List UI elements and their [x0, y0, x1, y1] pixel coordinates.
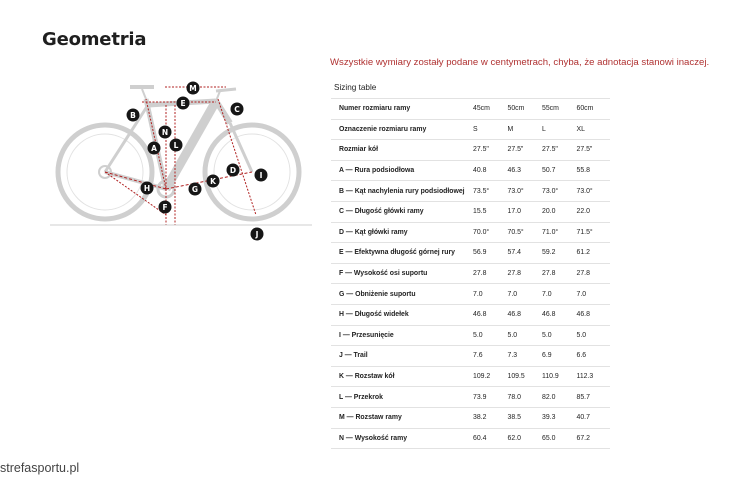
- cell-value: 67.2: [576, 428, 611, 449]
- cell-value: 85.7: [576, 387, 611, 408]
- row-label: K — Rozstaw kół: [331, 366, 472, 387]
- label-c: [231, 103, 244, 116]
- label-n: [159, 126, 172, 139]
- cell-value: 73.5°: [472, 181, 507, 202]
- cell-value: 46.3: [507, 160, 542, 181]
- cell-value: 55cm: [541, 99, 576, 120]
- row-label: G — Obniżenie suportu: [331, 284, 472, 305]
- cell-value: 46.8: [472, 304, 507, 325]
- cell-value: 27.8: [507, 263, 542, 284]
- cell-value: 27.8: [576, 263, 611, 284]
- cell-value: 78.0: [507, 387, 542, 408]
- cell-value: 27.5": [472, 140, 507, 161]
- cell-value: 27.8: [541, 263, 576, 284]
- table-row: [331, 304, 610, 325]
- cell-value: 6.9: [541, 346, 576, 367]
- svg-text:K: K: [210, 176, 216, 186]
- cell-value: 82.0: [541, 387, 576, 408]
- svg-text:E: E: [180, 98, 186, 108]
- sizing-table-body: [331, 99, 610, 449]
- table-row: [331, 407, 610, 428]
- cell-value: 56.9: [472, 243, 507, 264]
- svg-text:C: C: [234, 104, 240, 114]
- bike-geometry-diagram: [50, 75, 320, 245]
- row-label: A — Rura podsiodłowa: [331, 160, 472, 181]
- cell-value: 59.2: [541, 243, 576, 264]
- measurement-note: Wszystkie wymiary zostały podane w centymetrach, chyba, że adnotacja stanowi inaczej.: [330, 57, 710, 68]
- cell-value: 39.3: [541, 407, 576, 428]
- cell-value: 71.0°: [541, 222, 576, 243]
- cell-value: 7.3: [507, 346, 542, 367]
- table-row: [331, 263, 610, 284]
- label-i: [255, 169, 268, 182]
- row-label: H — Długość widełek: [331, 304, 472, 325]
- table-row: [331, 119, 610, 140]
- cell-value: 27.5": [507, 140, 542, 161]
- cell-value: 6.6: [576, 346, 611, 367]
- watermark: strefasportu.pl: [0, 461, 80, 475]
- label-g: [189, 183, 202, 196]
- label-k: [207, 175, 220, 188]
- svg-text:B: B: [130, 110, 136, 120]
- svg-text:L: L: [173, 140, 179, 150]
- label-f: [159, 201, 172, 214]
- label-h: [141, 182, 154, 195]
- svg-text:D: D: [229, 165, 237, 175]
- cell-value: 20.0: [541, 201, 576, 222]
- cell-value: 38.2: [472, 407, 507, 428]
- label-d: [227, 164, 240, 177]
- row-label: Numer rozmiaru ramy: [331, 99, 472, 120]
- label-e: [177, 97, 190, 110]
- svg-text:H: H: [143, 183, 151, 193]
- cell-value: 65.0: [541, 428, 576, 449]
- svg-text:N: N: [161, 127, 169, 137]
- svg-text:J: J: [255, 229, 259, 239]
- cell-value: 50cm: [507, 99, 542, 120]
- cell-value: 40.7: [576, 407, 611, 428]
- row-label: N — Wysokość ramy: [331, 428, 472, 449]
- svg-text:G: G: [191, 184, 199, 194]
- row-label: J — Trail: [331, 346, 472, 367]
- cell-value: 60cm: [576, 99, 611, 120]
- cell-value: 40.8: [472, 160, 507, 181]
- table-row: [331, 346, 610, 367]
- table-row: [331, 181, 610, 202]
- cell-value: 73.9: [472, 387, 507, 408]
- cell-value: 45cm: [472, 99, 507, 120]
- row-label: C — Długość główki ramy: [331, 201, 472, 222]
- cell-value: 15.5: [472, 201, 507, 222]
- row-label: Rozmiar kół: [331, 140, 472, 161]
- cell-value: 22.0: [576, 201, 611, 222]
- table-row: [331, 366, 610, 387]
- cell-value: L: [541, 119, 576, 140]
- label-l: [170, 139, 183, 152]
- sizing-table: [331, 78, 610, 449]
- cell-value: 38.5: [507, 407, 542, 428]
- table-row: [331, 284, 610, 305]
- label-b: [127, 109, 140, 122]
- cell-value: S: [472, 119, 507, 140]
- row-label: D — Kąt główki ramy: [331, 222, 472, 243]
- table-row: [331, 222, 610, 243]
- cell-value: 7.0: [541, 284, 576, 305]
- row-label: M — Rozstaw ramy: [331, 407, 472, 428]
- cell-value: 7.0: [576, 284, 611, 305]
- row-label: I — Przesunięcie: [331, 325, 472, 346]
- cell-value: 62.0: [507, 428, 542, 449]
- row-label: B — Kąt nachylenia rury podsiodłowej: [331, 181, 472, 202]
- label-m: [187, 82, 200, 95]
- svg-text:I: I: [259, 170, 263, 180]
- cell-value: 5.0: [541, 325, 576, 346]
- cell-value: 73.0°: [576, 181, 611, 202]
- cell-value: 7.6: [472, 346, 507, 367]
- table-row: [331, 99, 610, 120]
- cell-value: 17.0: [507, 201, 542, 222]
- cell-value: 46.8: [576, 304, 611, 325]
- label-a: [148, 142, 161, 155]
- cell-value: XL: [576, 119, 611, 140]
- cell-value: 70.0°: [472, 222, 507, 243]
- cell-value: 57.4: [507, 243, 542, 264]
- svg-text:A: A: [151, 143, 157, 153]
- table-row: [331, 325, 610, 346]
- sizing-table-caption: Sizing table: [334, 83, 377, 92]
- table-row: [331, 201, 610, 222]
- cell-value: 55.8: [576, 160, 611, 181]
- cell-value: 46.8: [507, 304, 542, 325]
- row-label: L — Przekrok: [331, 387, 472, 408]
- cell-value: 7.0: [507, 284, 542, 305]
- cell-value: 46.8: [541, 304, 576, 325]
- cell-value: M: [507, 119, 542, 140]
- cell-value: 109.5: [507, 366, 542, 387]
- svg-text:F: F: [162, 202, 168, 212]
- table-row: [331, 387, 610, 408]
- table-row: [331, 140, 610, 161]
- cell-value: 7.0: [472, 284, 507, 305]
- cell-value: 109.2: [472, 366, 507, 387]
- cell-value: 71.5°: [576, 222, 611, 243]
- cell-value: 5.0: [576, 325, 611, 346]
- label-j: [251, 228, 264, 241]
- cell-value: 60.4: [472, 428, 507, 449]
- cell-value: 112.3: [576, 366, 611, 387]
- cell-value: 50.7: [541, 160, 576, 181]
- cell-value: 61.2: [576, 243, 611, 264]
- cell-value: 5.0: [507, 325, 542, 346]
- cell-value: 27.5": [541, 140, 576, 161]
- table-row: [331, 160, 610, 181]
- cell-value: 73.0°: [507, 181, 542, 202]
- table-row: [331, 243, 610, 264]
- table-row: [331, 428, 610, 449]
- cell-value: 73.0°: [541, 181, 576, 202]
- row-label: E — Efektywna długość górnej rury: [331, 243, 472, 264]
- svg-text:M: M: [189, 83, 197, 93]
- row-label: F — Wysokość osi suportu: [331, 263, 472, 284]
- cell-value: 70.5°: [507, 222, 542, 243]
- cell-value: 5.0: [472, 325, 507, 346]
- page-title: Geometria: [42, 29, 147, 50]
- cell-value: 27.8: [472, 263, 507, 284]
- row-label: Oznaczenie rozmiaru ramy: [331, 119, 472, 140]
- cell-value: 110.9: [541, 366, 576, 387]
- cell-value: 27.5": [576, 140, 611, 161]
